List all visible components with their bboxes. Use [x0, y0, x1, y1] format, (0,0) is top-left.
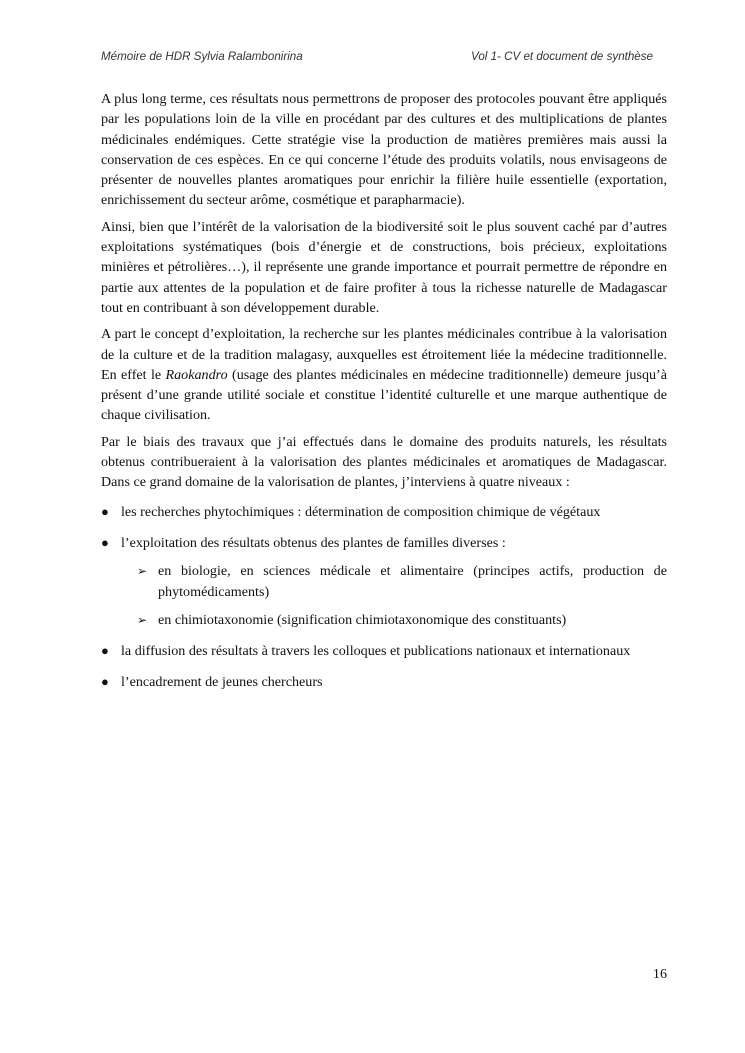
list-item [101, 672, 667, 692]
list-item [101, 641, 667, 661]
paragraph-tradition [101, 324, 667, 425]
bullet-icon: ● [101, 643, 109, 659]
sub-list-item-text: en chimiotaxonomie (signification chimiotaxonomique des constituants) [158, 611, 567, 628]
paragraph-perspectives: A plus long terme, ces résultats nous permettrons de proposer des protocoles pouvant être appliqués par les populations loin de la ville en procédant par des cultures et des multiplications de plantes médicinales endémiques. Cette stratégie vise la production de matières premières mais aussi la conservation de ces espèces. En ce qui concerne l’étude des produits volatils, nous envisageons de présenter de nouvelles plantes aromatiques pour enrichir la filière huile essentielle (exportation, enrichissement du secteur arôme, cosmétique et parapharmacie). [101, 91, 667, 209]
levels-list [101, 502, 667, 693]
bullet-icon: ● [101, 503, 109, 519]
sub-list-item-text: en biologie, en sciences médicale et alimentaire (principes actifs, production de phytomédicaments) [158, 563, 667, 600]
sub-list-item [121, 561, 667, 602]
bullet-icon: ● [101, 534, 109, 550]
document-body [101, 89, 667, 704]
bullet-icon: ● [101, 674, 109, 690]
list-item [101, 533, 667, 630]
sub-list [121, 561, 667, 630]
raokandro-term: Raokandro [165, 366, 228, 383]
header-volume-title: Vol 1- CV et document de synthèse [471, 50, 653, 63]
paragraph-biodiversity: Ainsi, bien que l’intérêt de la valorisation de la biodiversité soit le plus souvent caché par d’autres exploitations systématiques (bois d’énergie et de constructions, bois précieux, exploitations minières et pétrolières…), il représente une grande importance et pourrait permettre de répondre en partie aux attentes de la population et de faire profiter à tous la richesse naturelle de Madagascar tout en contribuant à son développement durable. [101, 218, 667, 316]
arrow-bullet-icon: ➢ [137, 612, 148, 627]
sub-list-item [121, 610, 667, 630]
list-item-text: les recherches phytochimiques : détermination de composition chimique de végétaux [121, 503, 601, 520]
page-number: 16 [652, 966, 667, 982]
header-author-title: Mémoire de HDR Sylvia Ralambonirina [101, 50, 303, 63]
paragraph-tradition-start: A part le concept d’exploitation, la recherche sur les plantes médicinales contribue à la valorisation de la culture et de la tradition malagasy, auxquelles est étroitement liée la médecine traditionnelle. En effet le [101, 326, 667, 383]
paragraph-tradition-end: (usage des plantes médicinales en médecine traditionnelle) demeure jusqu’à présent d’une grande utilité sociale et constitue l’identité culturelle et une marque authentique de chaque civilisation. [101, 366, 667, 424]
paragraph-intervention-levels: Par le biais des travaux que j’ai effectués dans le domaine des produits naturels, les résultats obtenus contribueraient à la valorisation des plantes médicinales et aromatiques de Madagascar. Dans ce grand domaine de la valorisation de plantes, j’interviens à quatre niveaux : [101, 433, 667, 491]
list-item-text: la diffusion des résultats à travers les colloques et publications nationaux et internationaux [121, 643, 631, 660]
list-item-text: l’encadrement de jeunes chercheurs [121, 674, 323, 691]
list-item [101, 502, 667, 522]
arrow-bullet-icon: ➢ [137, 564, 148, 579]
page-header [101, 50, 653, 68]
list-item-text: l’exploitation des résultats obtenus des plantes de familles diverses : [121, 534, 506, 551]
